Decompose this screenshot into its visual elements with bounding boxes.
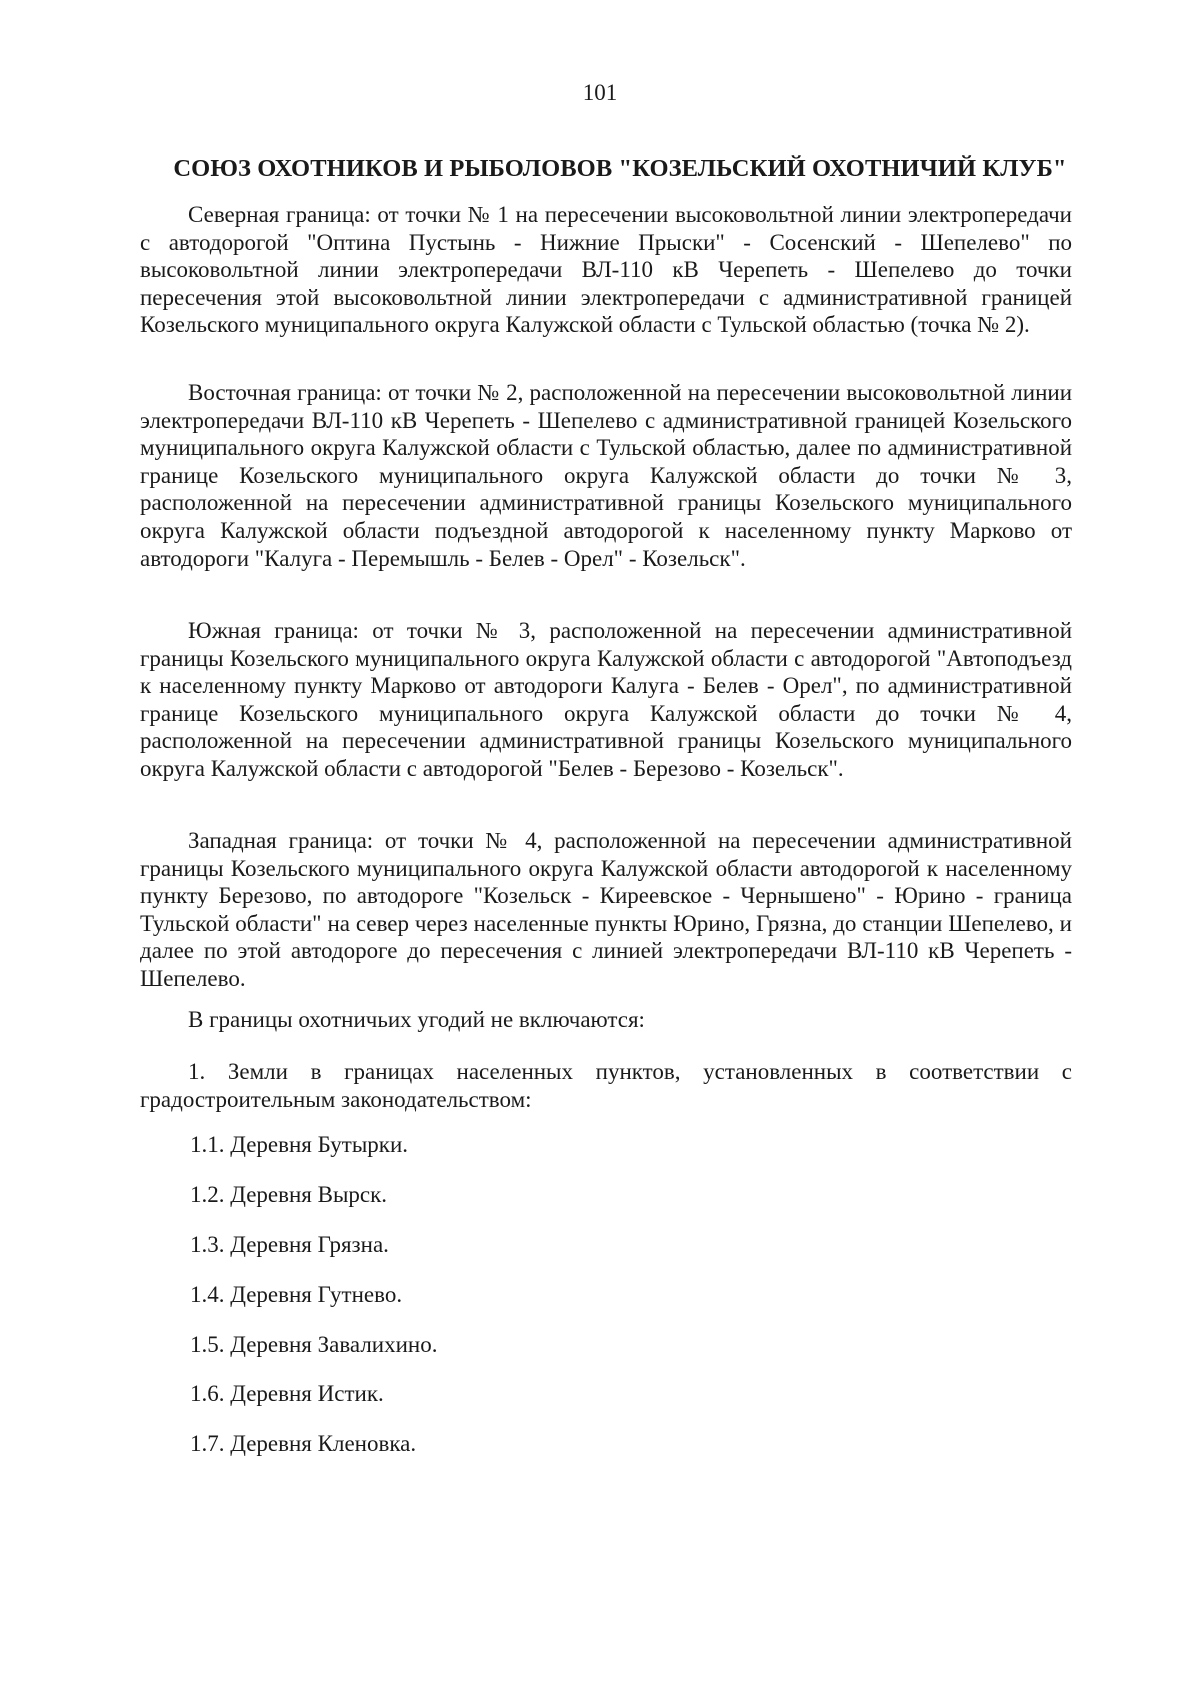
document-title: СОЮЗ ОХОТНИКОВ И РЫБОЛОВОВ "КОЗЕЛЬСКИЙ ОХОТНИЧИЙ КЛУБ"	[173, 155, 1067, 182]
paragraph-exclusion-item-1: 1. Земли в границах населенных пунктов, установленных в соответствии с градостроительным законодательством:	[140, 1059, 1072, 1112]
list-item: 1.3. Деревня Грязна.	[190, 1232, 389, 1257]
list-item: 1.2. Деревня Вырск.	[190, 1182, 388, 1207]
page-number: 101	[582, 80, 618, 105]
paragraph-exclusions-heading: В границы охотничьих угодий не включаются:	[188, 1007, 645, 1032]
list-item: 1.5. Деревня Завалихино.	[190, 1332, 438, 1357]
paragraph-north-boundary: Северная граница: от точки № 1 на пересечении высоковольтной линии электропередачи с автодорогой "Оптина Пустынь - Нижние Прыски" - Сосенский - Шепелево" по высоковольтной линии электропередачи ВЛ-110 кВ Черепеть - Шепелево до точки пересечения этой высоковольтной линии электропередачи с административной границей Козельского муниципального округа Калужской области с Тульской областью (точка № 2).	[140, 202, 1072, 338]
list-item: 1.1. Деревня Бутырки.	[190, 1132, 409, 1157]
paragraph-west-boundary: Западная граница: от точки № 4, расположенной на пересечении административной границы Козельского муниципального округа Калужской области автодорогой к населенному пункту Березово, по автодороге "Козельск - Киреевское - Чернышено" - Юрино - граница Тульской области" на север через населенные пункты Юрино, Грязна, до станции Шепелево, и далее по этой автодороге до пересечения с линией электропередачи ВЛ-110 кВ Черепеть - Шепелево.	[140, 828, 1072, 991]
list-item: 1.6. Деревня Истик.	[190, 1381, 384, 1406]
paragraph-east-boundary: Восточная граница: от точки № 2, расположенной на пересечении высоковольтной линии электропередачи ВЛ-110 кВ Черепеть - Шепелево с административной границей Козельского муниципального округа Калужской области с Тульской областью, далее по административной границе Козельского муниципального округа Калужской области до точки № 3, расположенной на пересечении административной границы Козельского муниципального округа Калужской области подъездной автодорогой к населенному пункту Марково от автодороги "Калуга - Перемышль - Белев - Орел" - Козельск".	[140, 380, 1072, 571]
list-item: 1.4. Деревня Гутнево.	[190, 1282, 403, 1307]
paragraph-south-boundary: Южная граница: от точки № 3, расположенной на пересечении административной границы Козельского муниципального округа Калужской области с автодорогой "Автоподъезд к населенному пункту Марково от автодороги Калуга - Белев - Орел", по административной границе Козельского муниципального округа Калужской области до точки № 4, расположенной на пересечении административной границы Козельского муниципального округа Калужской области с автодорогой "Белев - Березово - Козельск".	[140, 618, 1072, 781]
list-item: 1.7. Деревня Кленовка.	[190, 1431, 417, 1456]
